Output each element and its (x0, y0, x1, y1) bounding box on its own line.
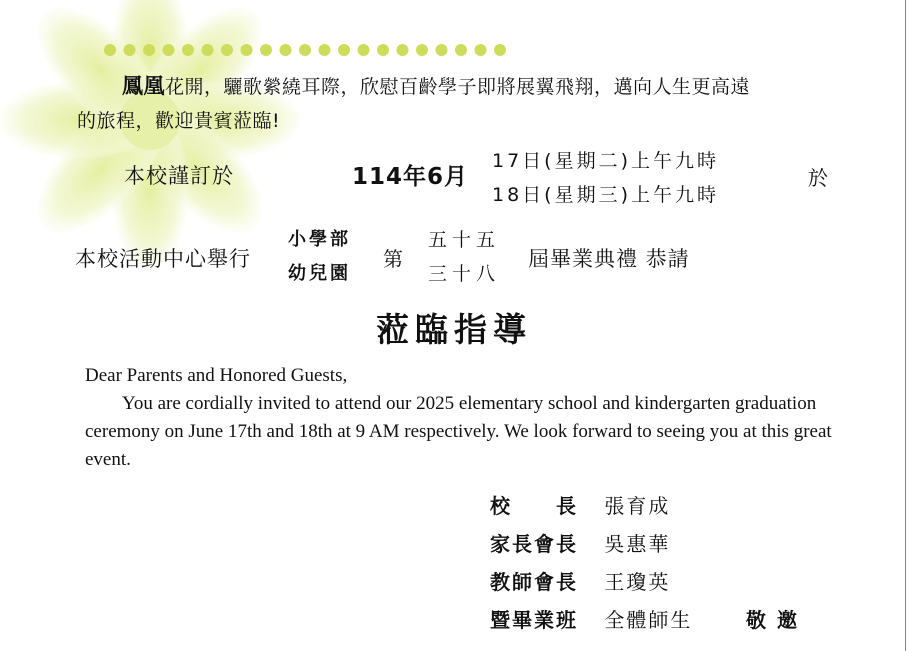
decorative-dot (455, 44, 467, 56)
signatory-role: 暨畢業班 (490, 608, 578, 632)
decorative-dot (280, 44, 292, 56)
decorative-dot (475, 44, 487, 56)
day1-time: 17日(星期二)上午九時 (492, 150, 720, 172)
decorative-dot (163, 44, 175, 56)
decorative-dot (260, 44, 272, 56)
decorative-dot (377, 44, 389, 56)
english-body: You are cordially invited to attend our 2025 elementary school and kindergarten graduation ceremony on June 17th and 18th at 9 AM respectively. We look forward to seeing you at this great event. (85, 393, 832, 470)
decorative-dot (221, 44, 233, 56)
decorative-dot (397, 44, 409, 56)
decorative-dot (143, 44, 155, 56)
ceremony-text: 屆畢業典禮 恭請 (528, 247, 690, 271)
english-greeting: Dear Parents and Honored Guests, (85, 365, 348, 386)
decorative-dot (358, 44, 370, 56)
elementary-label: 小學部 (288, 229, 351, 250)
intro-line-2: 的旅程，歡迎貴賓蒞臨! (77, 110, 281, 132)
signatory-name: 張育成 (604, 494, 671, 518)
signatory-role: 教師會長 (490, 570, 578, 594)
signatory-row (490, 490, 670, 519)
signatory-role: 家長會長 (490, 532, 578, 556)
decorative-dot (416, 44, 428, 56)
kindergarten-number: 三十八 (428, 263, 501, 285)
signatory-role: 校 長 (490, 494, 578, 518)
intro-line-1 (122, 70, 750, 100)
signatory-name: 王瓊英 (604, 570, 671, 594)
elementary-number: 五十五 (428, 229, 501, 251)
day2-time: 18日(星期三)上午九時 (492, 184, 720, 206)
signatory-name: 吳惠華 (604, 532, 671, 556)
di-text: 第 (383, 247, 403, 271)
decorative-dot (299, 44, 311, 56)
decorative-dot (494, 44, 506, 56)
kindergarten-label: 幼兒園 (288, 263, 351, 284)
decorative-dot (319, 44, 331, 56)
signatory-row (490, 604, 692, 633)
english-invitation (85, 362, 845, 474)
closing-text: 敬 邀 (746, 608, 799, 632)
row2-label: 本校活動中心舉行 (75, 247, 251, 271)
decorative-dot (436, 44, 448, 56)
page-edge-line (905, 0, 906, 651)
decorative-dot (124, 44, 136, 56)
decorative-dot (182, 44, 194, 56)
intro-text: 花開，驪歌縈繞耳際，欣慰百齡學子即將展翼飛翔，邁向人生更高遠 (165, 76, 751, 98)
ceremony-date: 114年6月 (352, 164, 469, 190)
invitation-title: 蒞臨指導 (376, 310, 532, 349)
decorative-dot (202, 44, 214, 56)
yu-text: 於 (808, 166, 828, 190)
signatory-row (490, 566, 670, 595)
decorative-dot (338, 44, 350, 56)
row1-label: 本校謹訂於 (124, 164, 234, 188)
signatory-name: 全體師生 (604, 608, 693, 632)
dot-border-decoration (102, 42, 512, 58)
decorative-dot (241, 44, 253, 56)
intro-bold: 鳳凰 (122, 74, 165, 98)
signatory-row (490, 528, 670, 557)
decorative-dot (104, 44, 116, 56)
